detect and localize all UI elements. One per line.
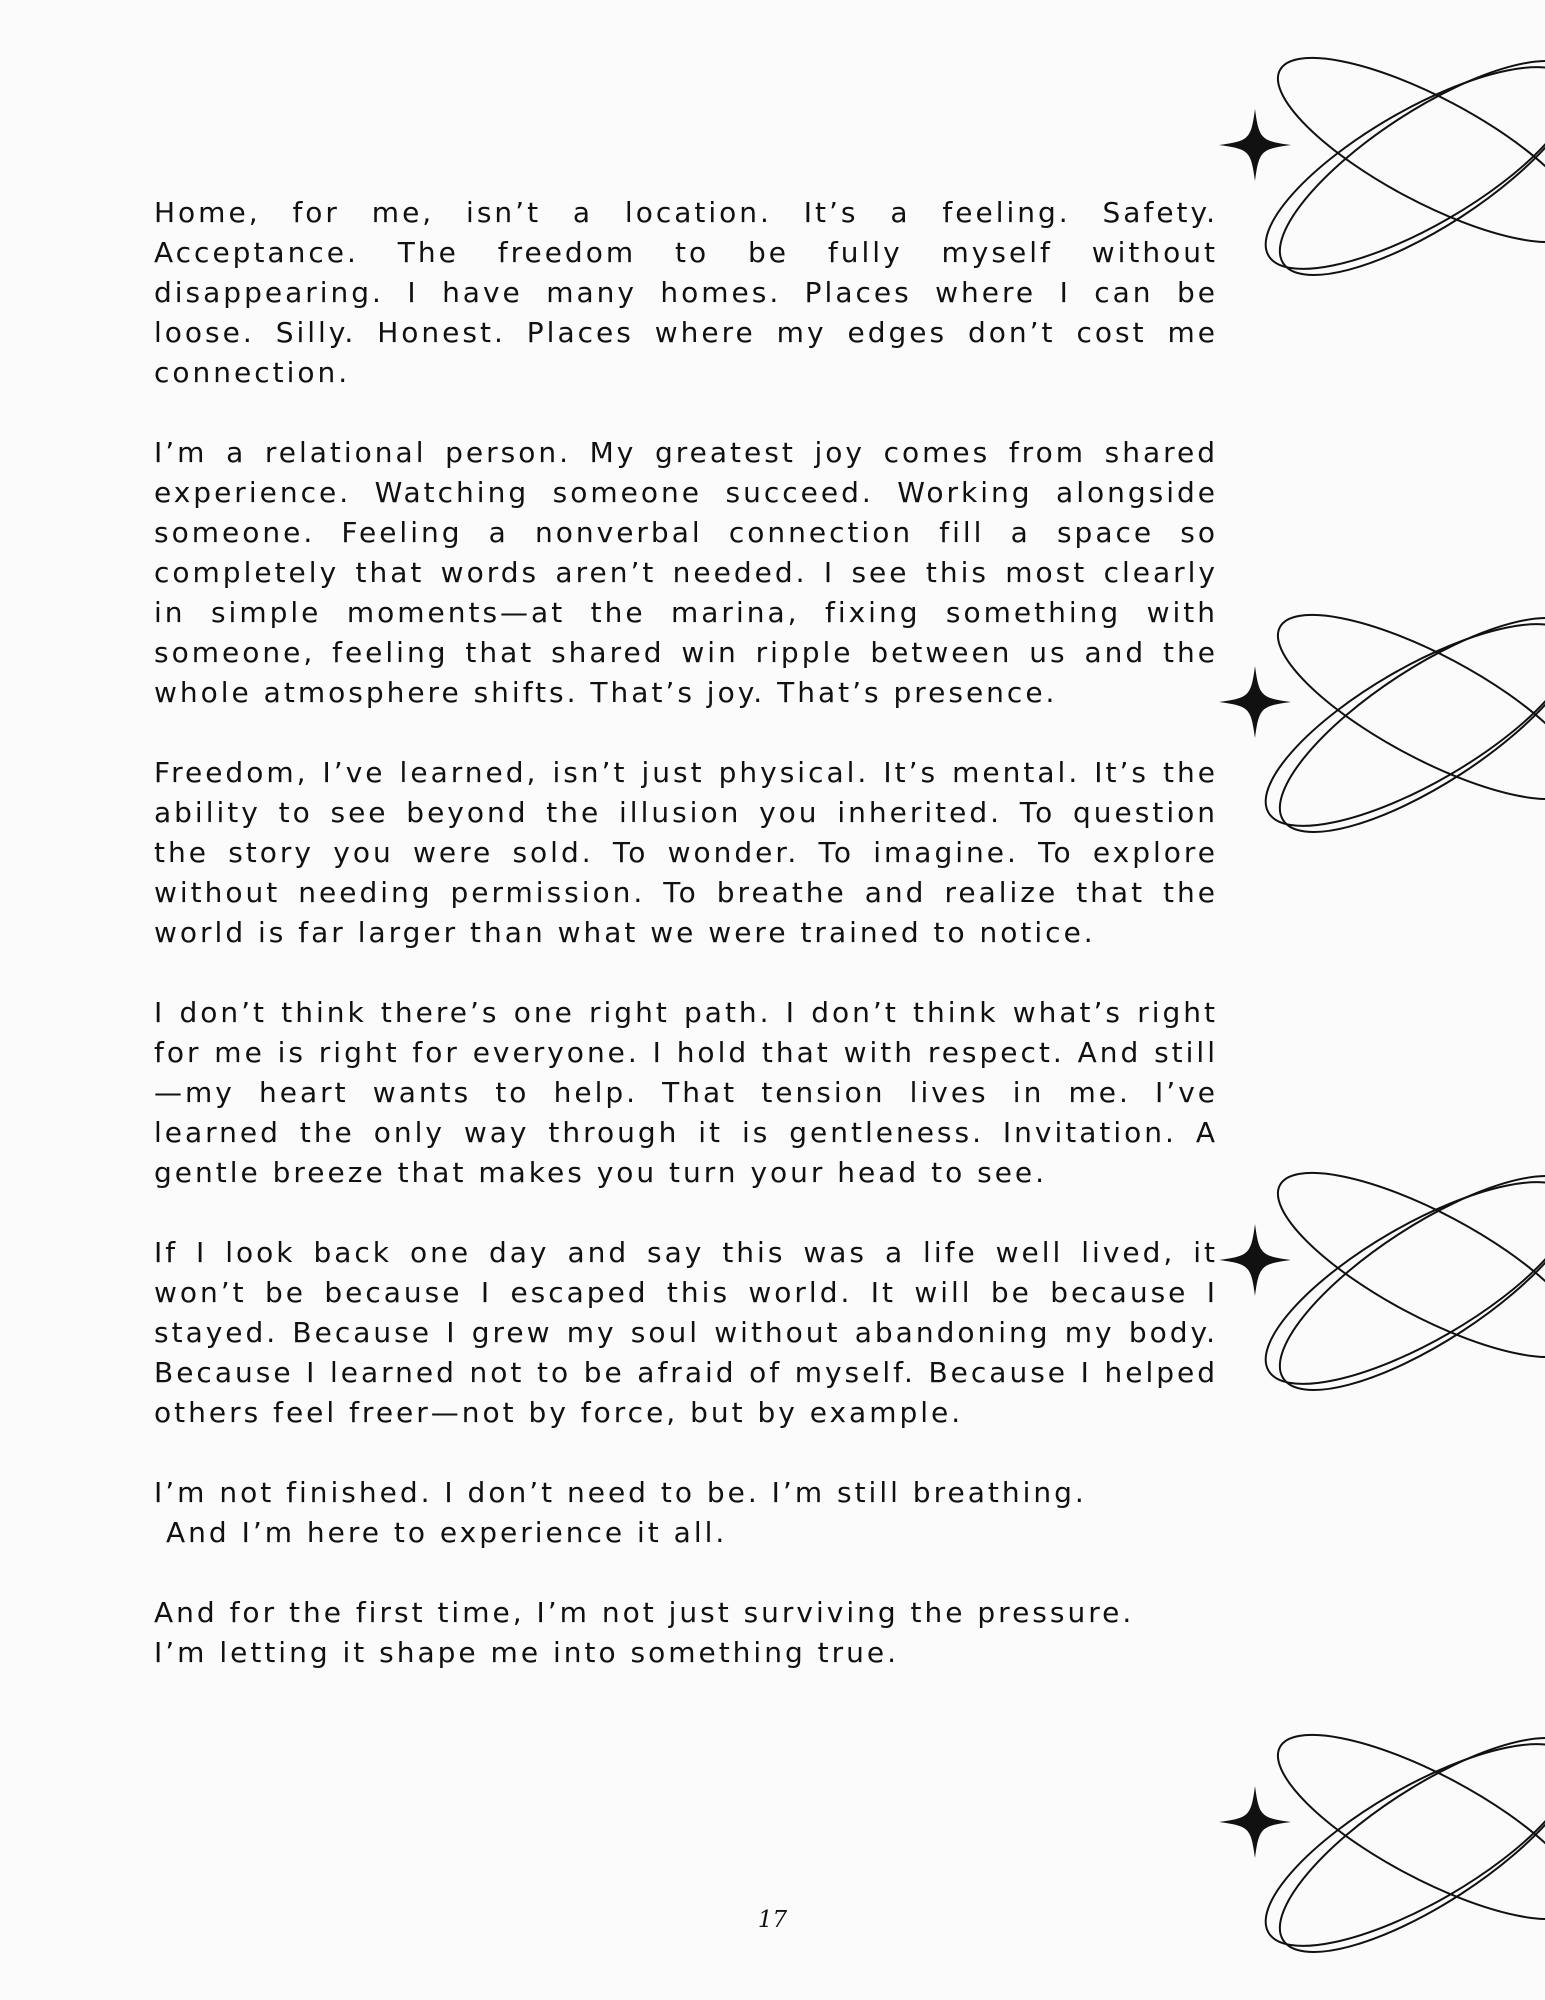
orbit-group-4: [1219, 1701, 1545, 1989]
orbit-ellipse: [1239, 1707, 1545, 1982]
paragraph-line: And for the first time, I’m not just surviving the pressure.: [154, 1596, 1135, 1629]
paragraph-not-finished: [154, 1473, 1218, 1553]
page-number: 17: [757, 1907, 788, 1933]
paragraph-line: I’m not finished. I don’t need to be. I’m still breathing.: [154, 1476, 1087, 1509]
paragraph-life-well-lived: If I look back one day and say this was a life well lived, it won’t be because I escaped this world. It will be because I stayed. Because I grew my soul without abandoning my body. Because I learned not to be afraid of myself. Because I helped others feel freer—not by force, but by example.: [154, 1236, 1218, 1429]
sparkle-star-icon: [1219, 1224, 1291, 1296]
paragraph-home: Home, for me, isn’t a location. It’s a feeling. Safety. Acceptance. The freedom to be fully myself without disappearing. I have many homes. Places where I can be loose. Silly. Honest. Places where my edges don’t cost me connection.: [154, 196, 1218, 389]
orbit-ellipse: [1239, 30, 1545, 305]
paragraph-first-time: [154, 1593, 1218, 1673]
orbit-group-3: [1219, 1139, 1545, 1427]
paragraph-line: And I’m here to experience it all.: [166, 1516, 728, 1549]
orbit-ellipse: [1255, 1139, 1545, 1390]
paragraph-line: I’m letting it shape me into something true.: [154, 1636, 899, 1669]
orbit-group-1: [1219, 24, 1545, 312]
sparkle-star-icon: [1219, 109, 1291, 181]
orbit-ellipse: [1255, 24, 1545, 275]
paragraph-relational: I’m a relational person. My greatest joy comes from shared experience. Watching someone succeed. Working alongside someone. Feeling a nonverbal connection fill a space so completely that words aren’t needed. I see this most clearly in simple moments—at the marina, fixing something with someone, feeling that shared win ripple between us and the whole atmosphere shifts. That’s joy. That’s presence.: [154, 436, 1218, 709]
orbit-group-2: [1219, 581, 1545, 869]
sparkle-star-icon: [1219, 666, 1291, 738]
body-text: [154, 193, 1218, 1713]
sparkle-star-icon: [1219, 1786, 1291, 1858]
orbit-ellipse: [1239, 1145, 1545, 1420]
orbit-ellipse: [1255, 581, 1545, 832]
paragraph-freedom: Freedom, I’ve learned, isn’t just physical. It’s mental. It’s the ability to see beyond the illusion you inherited. To question the story you were sold. To wonder. To imagine. To explore without needing permission. To breathe and realize that the world is far larger than what we were trained to notice.: [154, 756, 1218, 949]
orbit-ellipse: [1239, 587, 1545, 862]
paragraph-right-path: I don’t think there’s one right path. I don’t think what’s right for me is right for everyone. I hold that with respect. And still—my heart wants to help. That tension lives in me. I’ve learned the only way through it is gentleness. Invitation. A gentle breeze that makes you turn your head to see.: [154, 996, 1218, 1189]
